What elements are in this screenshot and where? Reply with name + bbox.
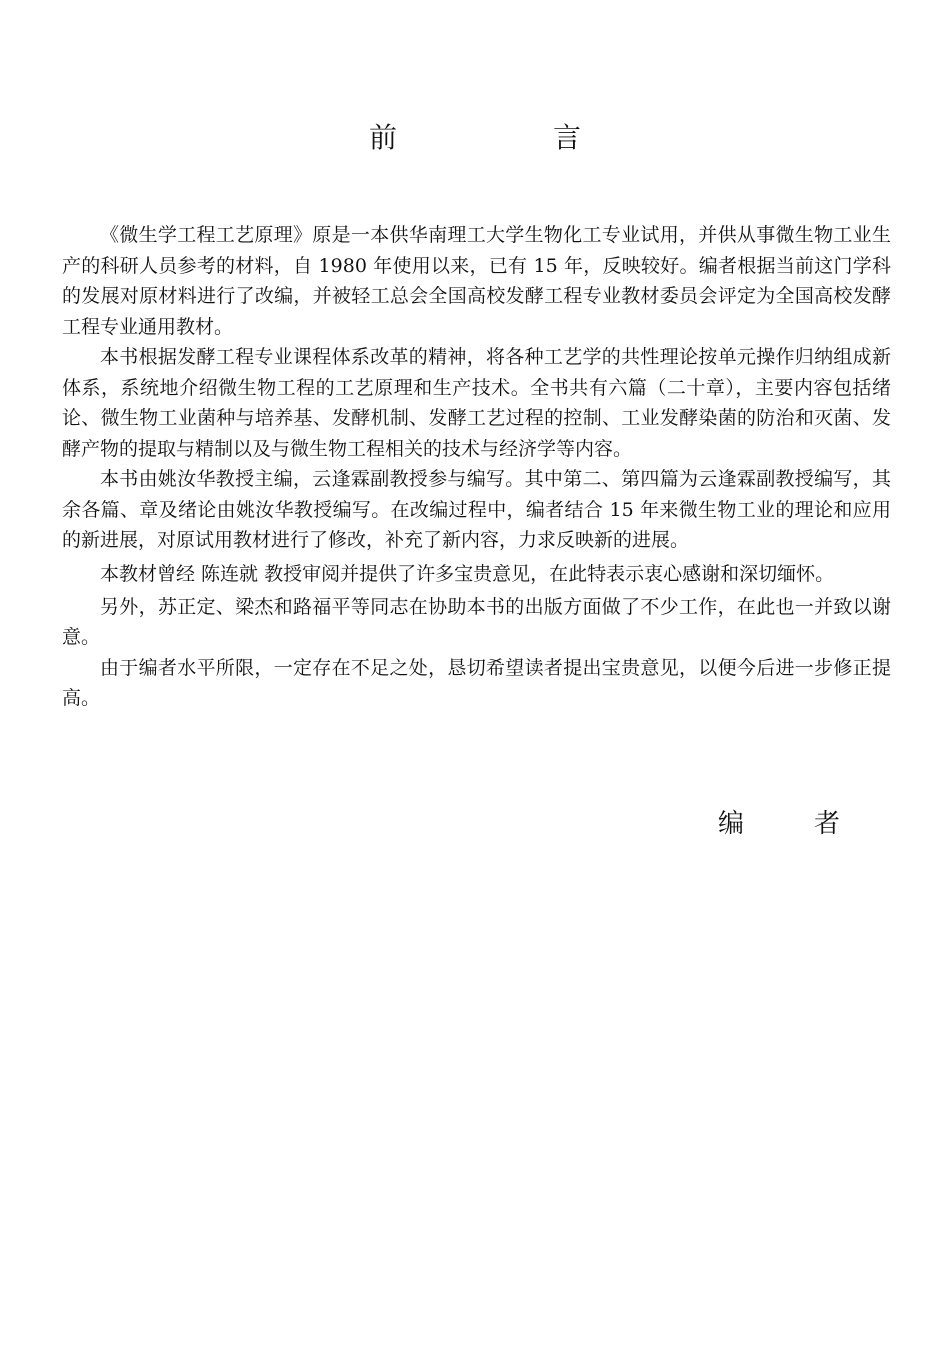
page-title: 前 言 — [368, 121, 645, 154]
paragraph-4: 本教材曾经 陈连就 教授审阅并提供了许多宝贵意见，在此特表示衷心感谢和深切缅怀。 — [100, 562, 835, 585]
paragraph-6: 由于编者水平所限，一定存在不足之处，恳切希望读者提出宝贵意见，以便今后进一步修正提高。 — [62, 656, 891, 709]
preface-body — [62, 220, 891, 714]
paragraph-2: 本书根据发酵工程专业课程体系改革的精神，将各种工艺学的共性理论按单元操作归纳组成新体系，系统地介绍微生物工程的工艺原理和生产技术。全书共有六篇（二十章），主要内容包括绪论、微生物工业菌种与培养基、发酵机制、发酵工艺过程的控制、工业发酵染菌的防治和灭菌、发酵产物的提取与精制以及与微生物工程相关的技术与经济学等内容。 — [62, 346, 891, 460]
paragraph-1: 《微生学工程工艺原理》原是一本供华南理工大学生物化工专业试用，并供从事微生物工业生产的科研人员参考的材料，自 1980 年使用以来，已有 15 年，反映较好。编者根据当前这门学科的发展对原材料进行了改编，并被轻工总会全国高校发酵工程专业教材委员会评定为全国高校发酵工程专业通用教材。 — [62, 224, 891, 338]
paragraph-5: 另外，苏正定、梁杰和路福平等同志在协助本书的出版方面做了不少工作，在此也一并致以谢意。 — [62, 595, 891, 648]
signature: 编 者 — [718, 809, 863, 839]
paragraph-3: 本书由姚汝华教授主编，云逢霖副教授参与编写。其中第二、第四篇为云逢霖副教授编写，其余各篇、章及绪论由姚汝华教授编写。在改编过程中，编者结合 15 年来微生物工业的理论和应用的新进展，对原试用教材进行了修改，补充了新内容，力求反映新的进展。 — [62, 468, 891, 551]
